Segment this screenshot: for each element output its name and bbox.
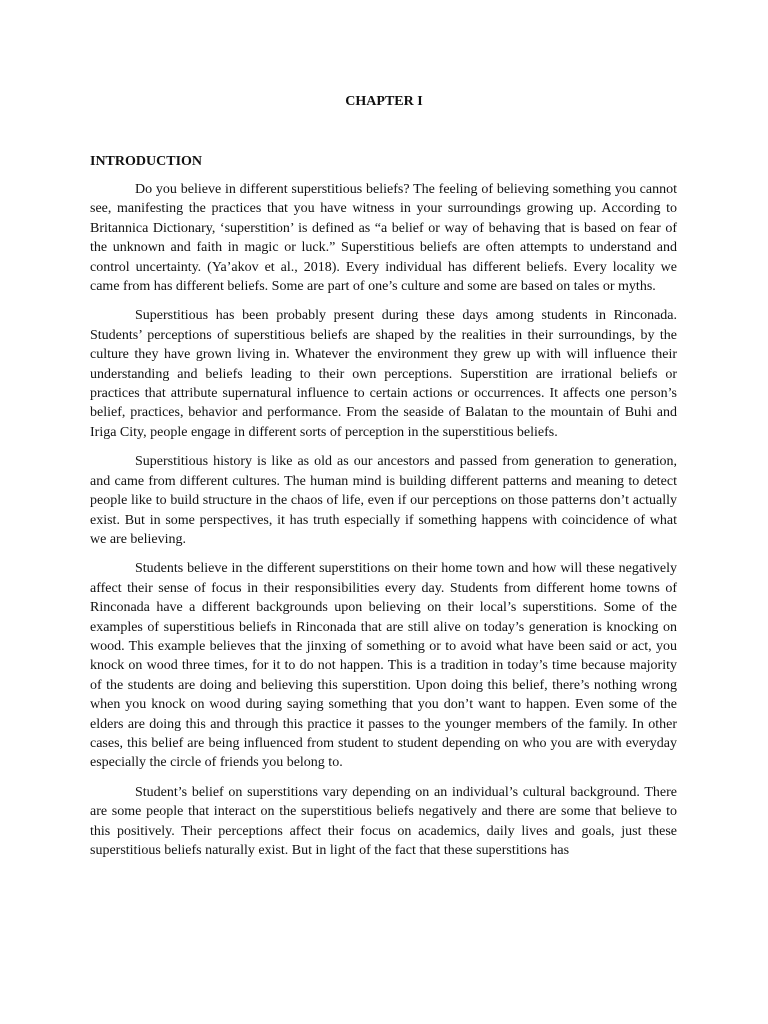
paragraph: Do you believe in different superstitious beliefs? The feeling of believing something you cannot see, manifesting the practices that you have witness in your surroundings growing up. According to Britannica Dictionary, ‘superstition’ is defined as “a belief or way of behaving that is based on fear of the unknown and faith in magic or luck.” Superstitious beliefs are often attempts to understand and control uncertainty. (Ya’akov et al., 2018). Every individual has different beliefs. Every locality we came from has different beliefs. Some are part of one’s culture and some are based on tales or myths. <box>90 182 677 295</box>
paragraph: Superstitious history is like as old as our ancestors and passed from generation to generation, and came from different cultures. The human mind is building different patterns and meaning to detect people like to build structure in the chaos of life, even if our perceptions on those patterns don’t actually exist. But in some perspectives, it has truth especially if something happens with coincidence of what we are believing. <box>90 454 677 547</box>
chapter-title: CHAPTER I <box>345 94 423 109</box>
paragraph: Superstitious has been probably present during these days among students in Rinconada. Students’ perceptions of superstitious beliefs are shaped by the realities in their surroundings, by the culture they have grown living in. Whatever the environment they grew up with will influence their understanding and beliefs leading to their own perceptions. Superstition are irrational beliefs or practices that attribute supernatural influence to certain actions or occurrences. It affects one person’s belief, practices, behavior and performance. From the seaside of Balatan to the mountain of Buhi and Iriga City, people engage in different sorts of perception in the superstitious beliefs. <box>90 308 677 440</box>
section-heading: INTRODUCTION <box>90 154 203 169</box>
body-text <box>90 180 677 870</box>
paragraph: Student’s belief on superstitions vary depending on an individual’s cultural background. There are some people that interact on the superstitious beliefs negatively and there are some that believe to this positively. Their perceptions affect their focus on academics, daily lives and goals, just these superstitious beliefs naturally exist. But in light of the fact that these superstitions has <box>90 784 677 858</box>
paragraph: Students believe in the different superstitions on their home town and how will these negatively affect their sense of focus in their responsibilities every day. Students from different home towns of Rinconada have a different backgrounds upon believing on their local’s superstitions. Some of the examples of superstitious beliefs in Rinconada that are still alive on today’s generation is knocking on wood. This example believes that the jinxing of something or to avoid what have been said or act, you knock on wood three times, for it to do not happen. This is a tradition in today’s time because majority of the students are doing and believing this superstition. Upon doing this belief, there’s nothing wrong when you knock on wood during saying something that you don’t want to happen. Even some of the elders are doing this and through this practice it passes to the younger members of the family. In other cases, this belief are being influenced from student to student depending on who you are with everyday especially the circle of friends you belong to. <box>90 561 677 771</box>
